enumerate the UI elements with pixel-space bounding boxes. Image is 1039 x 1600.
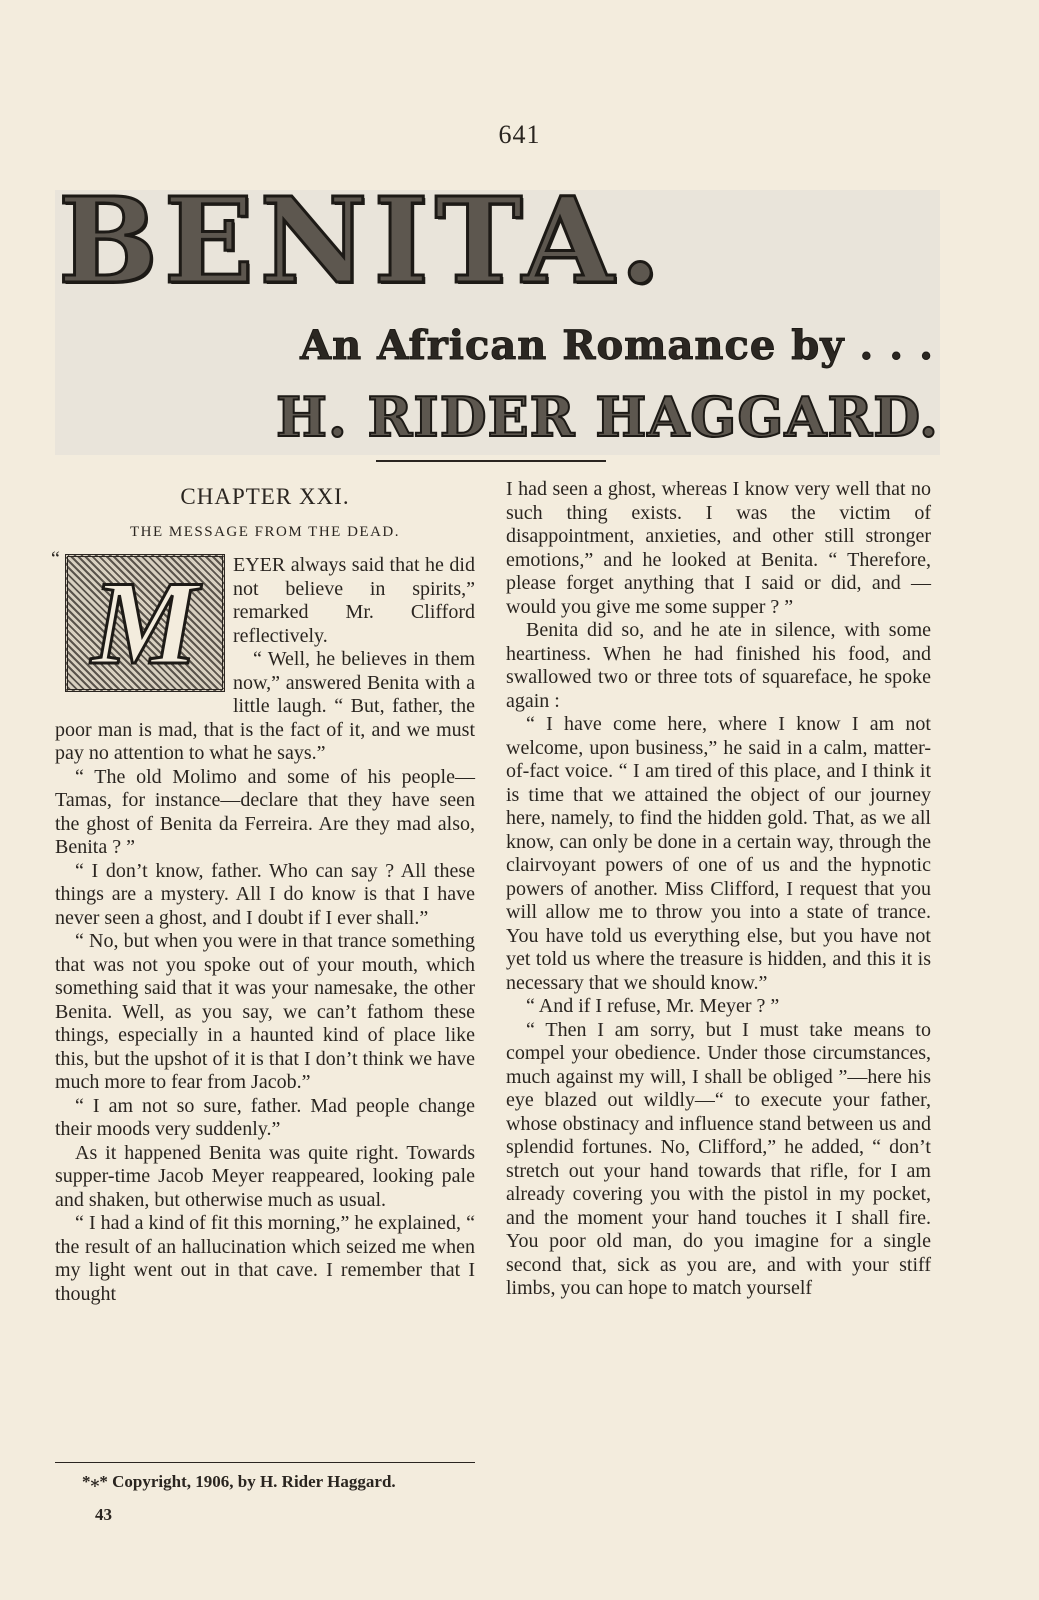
signature-mark: 43 [95, 1505, 112, 1524]
paragraph: Benita did so, and he ate in silence, with some heartiness. When he had finished his food, and swallowed two or three tots of squareface, he spoke again : [506, 619, 931, 712]
page-number: 641 [498, 120, 541, 149]
right-column [506, 478, 931, 1301]
paragraph: “ I had a kind of fit this morning,” he explained, “ the result of an hallucination which seized me when my light went out in that cave. I remember that I thought [55, 1212, 475, 1305]
paragraph: As it happened Benita was quite right. Towards supper-time Jacob Meyer reappeared, looking pale and shaken, but otherwise much as usual. [55, 1141, 475, 1211]
open-quote: “ [51, 548, 60, 570]
paragraph: “ I don’t know, father. Who can say ? All these things are a mystery. All I do know is that I have never seen a ghost, and I doubt if I ever shall.” [55, 859, 475, 929]
paragraph: I had seen a ghost, whereas I know very well that no such thing exists. I was the victim of disappointment, anxieties, and other still stronger emotions,” and he looked at Benita. “ Therefore, please forget anything that I said or did, and —would you give me some supper ? ” [506, 478, 931, 618]
paragraph: “ The old Molimo and some of his people—Tamas, for instance—declare that they have seen the ghost of Benita da Ferreira. Are they mad also, Benita ? ” [55, 765, 475, 858]
dropcap-ornament [65, 554, 225, 692]
footnote-rule [55, 1462, 475, 1463]
subtitle: An African Romance by . . . [300, 322, 934, 369]
dropcap-letter: M [91, 556, 199, 689]
paragraph: “ Then I am sorry, but I must take means to compel your obedience. Under those circumstances, much against my will, I shall be obliged ”—here his eye blazed out wildly—“ to execute your father, whose obstinacy and influence stand between us and splendid fortunes. No, Clifford,” he added, “ don’t stretch out your hand towards that rifle, for I am already covering you with the pistol in my pocket, and the moment your hand touches it I shall fire. You poor old man, do you imagine for a single second that, sick as you are, and with your stiff limbs, you can hope to match yourself [506, 1018, 931, 1299]
footnote: *⁎* Copyright, 1906, by H. Rider Haggard. [82, 1472, 396, 1491]
title-rule [376, 460, 606, 462]
paragraph: “ I have come here, where I know I am not welcome, upon business,” he said in a calm, matter-of-fact voice. “ I am tired of this place, and I think it is time that we attained the object of our journey here, namely, to find the hidden gold. That, as we all know, can only be done in a certain way, through the clairvoyant powers of one of us and the hypnotic powers of another. Miss Clifford, I request that you will allow me to throw you into a state of trance. You have told us everything else, but you have not yet told us where the treasure is hidden, and this it is necessary that we should know.” [506, 713, 931, 994]
paragraph: “ No, but when you were in that trance something that was not you spoke out of your mouth, which something said that it was your namesake, the other Benita. Well, as you say, we can’t fathom these things, especially in a haunted kind of place like this, but the upshot of it is that I don’t think we have much more to fear from Jacob.” [55, 930, 475, 1093]
chapter-subtitle: THE MESSAGE FROM THE DEAD. [130, 523, 400, 540]
author: H. RIDER HAGGARD. [275, 385, 939, 449]
paragraph: “ I am not so sure, father. Mad people change their moods very suddenly.” [55, 1094, 475, 1140]
paragraph: “ And if I refuse, Mr. Meyer ? ” [526, 995, 780, 1017]
opening-paragraph-block [51, 548, 475, 766]
chapter-title: CHAPTER XXI. [180, 484, 350, 509]
paragraph: EYER always said that he did not believe in spirits,” remarked Mr. Clifford reflectively. [233, 554, 475, 647]
paragraph: “ Well, he believes in them now,” answered Benita with a little laugh. “ But, father, the poor man is mad, that is the fact of it, and we must pay no attention to what he says.” [55, 648, 475, 764]
left-column [51, 484, 475, 1306]
main-title: BENITA. [58, 171, 667, 310]
